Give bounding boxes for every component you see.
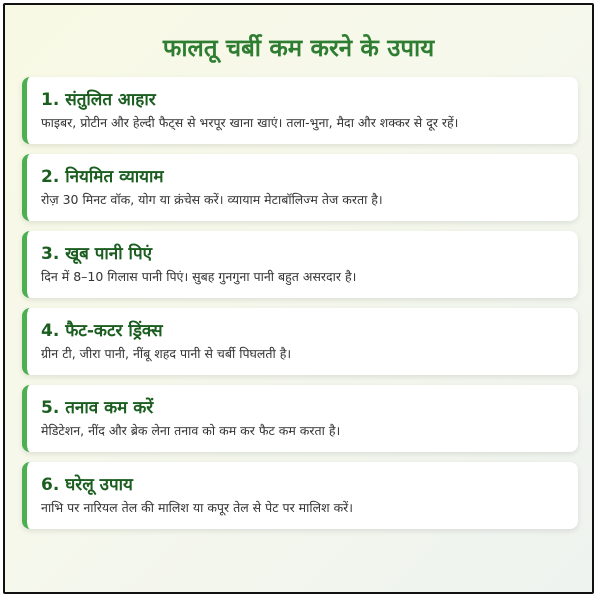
tip-card-balanced-diet [22, 77, 578, 144]
tip-heading: 5. तनाव कम करें [41, 398, 154, 418]
tip-text: दिन में 8–10 गिलास पानी पिएं। सुबह गुनगुना पानी बहुत असरदार है। [41, 269, 357, 284]
tip-card-regular-exercise [22, 154, 578, 221]
tip-card-home-remedies [22, 462, 578, 529]
tip-heading: 2. नियमित व्यायाम [41, 167, 164, 187]
tip-heading: 3. खूब पानी पिएं [41, 244, 153, 264]
tip-heading: 4. फैट-कटर ड्रिंक्स [41, 321, 163, 341]
tips-list [22, 77, 578, 539]
tip-card-fat-cutter-drinks [22, 308, 578, 375]
tip-text: फाइबर, प्रोटीन और हेल्दी फैट्स से भरपूर खाना खाएं। तला-भुना, मैदा और शक्कर से दूर रहें। [41, 115, 459, 130]
tip-text: नाभि पर नारियल तेल की मालिश या कपूर तेल से पेट पर मालिश करें। [41, 500, 354, 515]
tip-heading: 1. संतुलित आहार [41, 90, 156, 110]
page-title: फालतू चर्बी कम करने के उपाय [162, 34, 435, 62]
tip-text: रोज़ 30 मिनट वॉक, योग या क्रंचेस करें। व्यायाम मेटाबॉलिज्म तेज करता है। [41, 192, 383, 207]
tip-card-drink-water [22, 231, 578, 298]
tip-text: ग्रीन टी, जीरा पानी, नींबू शहद पानी से चर्बी पिघलती है। [41, 346, 292, 361]
tip-card-reduce-stress [22, 385, 578, 452]
tip-text: मेडिटेशन, नींद और ब्रेक लेना तनाव को कम कर फैट कम करता है। [41, 423, 341, 438]
tip-heading: 6. घरेलू उपाय [41, 475, 133, 495]
infographic-frame [3, 3, 594, 594]
